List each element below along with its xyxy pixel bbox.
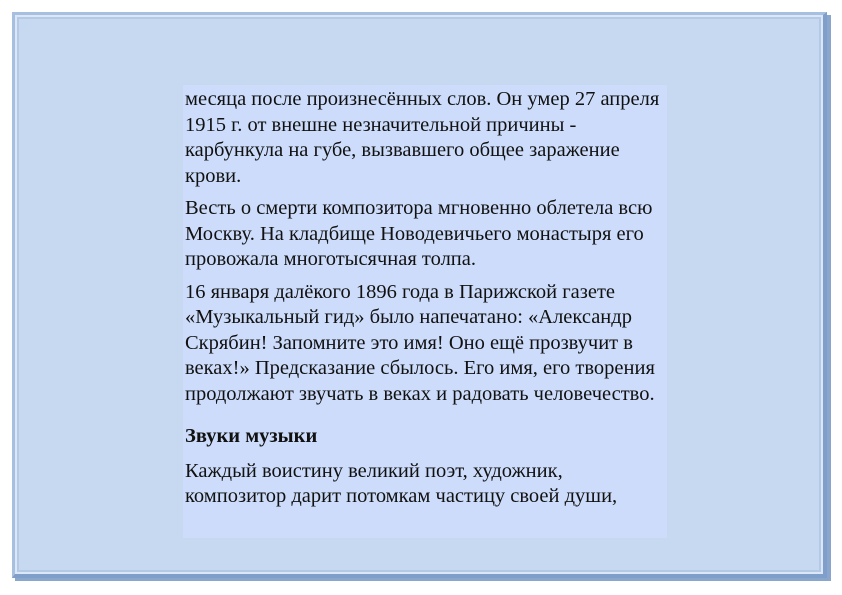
paragraph-funeral: Весть о смерти композитора мгновенно облетела всю Москву. На кладбище Новодевичьего монастыря его провожала многотысячная толпа. [185, 197, 653, 270]
text-panel [183, 85, 667, 538]
paragraph-prophecy: 16 января далёкого 1896 года в Парижской газете «Музыкальный гид» было напечатано: «Александр Скрябин! Запомните это имя! Оно ещё прозвучит в веках!» Предсказание сбылось. Его имя, его творения продолжают звучать в веках и радовать человечество. [185, 280, 655, 405]
section-heading: Звуки музыки [185, 425, 318, 447]
paragraph-death: месяца после произнесённых слов. Он умер 27 апреля 1915 г. от внешне незначительной причины - карбункула на губе, вызвавшего общее заражение крови. [185, 88, 660, 187]
paragraph-legacy: Каждый воистину великий поэт, художник, композитор дарит потомкам частицу своей души, [185, 459, 618, 507]
frame-shadow-right [827, 15, 831, 581]
